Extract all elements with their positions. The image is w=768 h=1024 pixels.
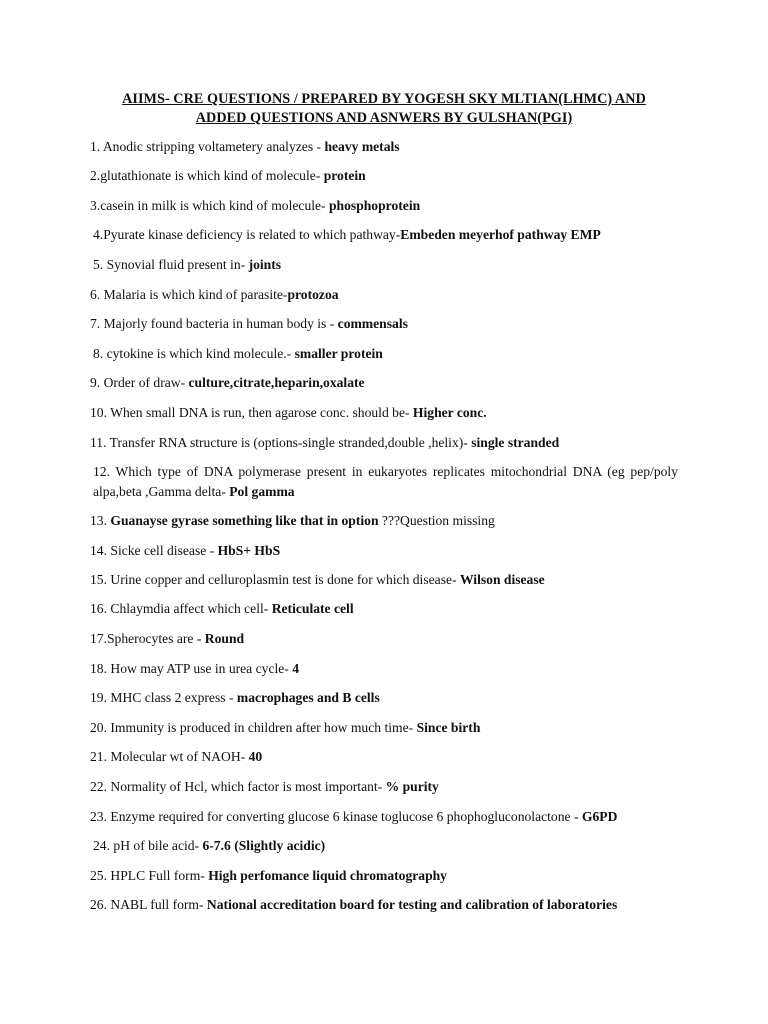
question-text: 26. NABL full form- (90, 897, 207, 912)
question-23 (90, 807, 678, 827)
answer-text: single stranded (471, 435, 560, 450)
question-text: 7. Majorly found bacteria in human body is - (90, 316, 338, 331)
answer-text: National accreditation board for testing and calibration of laboratories (206, 897, 618, 912)
question-1 (90, 137, 678, 157)
question-6 (90, 285, 678, 305)
question-text: 19. MHC class 2 express - (90, 690, 237, 705)
question-7 (90, 314, 678, 334)
question-4 (93, 225, 681, 245)
answer-text: Since birth (416, 720, 481, 735)
question-text: 23. Enzyme required for converting glucose 6 kinase toglucose 6 phophogluconolactone - (90, 809, 582, 824)
question-text: 3.casein in milk is which kind of molecule- (90, 198, 329, 213)
question-11 (90, 433, 678, 453)
question-8 (93, 344, 681, 364)
question-text: 15. Urine copper and celluroplasmin test is done for which disease- (90, 572, 460, 587)
document-title (80, 90, 688, 128)
question-21 (90, 747, 678, 767)
answer-text: Round (204, 631, 245, 646)
question-text: 5. Synovial fluid present in- (93, 257, 249, 272)
question-text: ???Question missing (378, 513, 495, 528)
question-26 (90, 895, 678, 915)
title-line-2: ADDED QUESTIONS AND ASNWERS BY GULSHAN(PGI) (195, 110, 573, 126)
question-text: 8. cytokine is which kind molecule.- (93, 346, 295, 361)
question-number: 13. (90, 513, 111, 528)
answer-text: smaller protein (294, 346, 383, 361)
answer-text: protein (323, 168, 366, 183)
question-text: 20. Immunity is produced in children after how much time- (90, 720, 417, 735)
answer-text: Guanayse gyrase something like that in option (110, 513, 379, 528)
question-text: 6. Malaria is which kind of parasite- (90, 287, 288, 302)
question-text: 25. HPLC Full form- (90, 868, 209, 883)
question-24 (93, 836, 681, 856)
question-19 (90, 688, 678, 708)
question-text: 9. Order of draw- (90, 375, 189, 390)
question-text: 10. When small DNA is run, then agarose conc. should be- (90, 405, 413, 420)
question-text: 18. How may ATP use in urea cycle- (90, 661, 293, 676)
answer-text: culture,citrate,heparin,oxalate (188, 375, 365, 390)
answer-text: commensals (337, 316, 408, 331)
question-20 (90, 718, 678, 738)
answer-text: macrophages and B cells (236, 690, 380, 705)
answer-text: phosphoprotein (328, 198, 421, 213)
answer-text: High perfomance liquid chromatography (208, 868, 447, 883)
question-text: 12. Which type of DNA polymerase present in eukaryotes replicates mitochondrial DNA (eg pep/poly alpa,beta ,Gamma delta- (93, 464, 678, 499)
question-text: 21. Molecular wt of NAOH- (90, 749, 249, 764)
question-text: 1. Anodic stripping voltametery analyzes - (90, 139, 325, 154)
answer-text: heavy metals (324, 139, 400, 154)
answer-text: Reticulate cell (271, 601, 354, 616)
question-text: 22. Normality of Hcl, which factor is most important- (90, 779, 386, 794)
question-text: 16. Chlaymdia affect which cell- (90, 601, 272, 616)
answer-text: HbS+ HbS (217, 543, 281, 558)
question-15 (90, 570, 678, 590)
question-text: 4.Pyurate kinase deficiency is related to which pathway- (93, 227, 401, 242)
question-22 (90, 777, 678, 797)
question-3 (90, 196, 678, 216)
answer-text: protozoa (287, 287, 339, 302)
question-17 (90, 629, 678, 649)
question-25 (90, 866, 678, 886)
question-2 (90, 166, 678, 186)
answer-text: Wilson disease (459, 572, 545, 587)
answer-text: 40 (248, 749, 263, 764)
question-12 (90, 462, 678, 502)
question-13 (90, 511, 678, 531)
question-text: 11. Transfer RNA structure is (options-single stranded,double ,helix)- (90, 435, 472, 450)
answer-text: Embeden meyerhof pathway EMP (400, 227, 601, 242)
answer-text: 6-7.6 (Slightly acidic) (202, 838, 326, 853)
question-5 (93, 255, 681, 275)
question-10 (90, 403, 678, 423)
question-9 (90, 373, 678, 393)
question-text: 17.Spherocytes are - (90, 631, 205, 646)
question-14 (90, 541, 678, 561)
answer-text: 4 (292, 661, 300, 676)
answer-text: % purity (385, 779, 439, 794)
answer-text: Pol gamma (229, 484, 295, 499)
question-text: 14. Sicke cell disease - (90, 543, 218, 558)
answer-text: Higher conc. (412, 405, 487, 420)
answer-text: G6PD (581, 809, 618, 824)
question-text: 24. pH of bile acid- (93, 838, 203, 853)
answer-text: joints (248, 257, 282, 272)
title-line-1: AIIMS- CRE QUESTIONS / PREPARED BY YOGESH SKY MLTIAN(LHMC) AND (122, 91, 646, 107)
question-16 (90, 599, 678, 619)
question-text: 2.glutathionate is which kind of molecule- (90, 168, 324, 183)
question-18 (90, 659, 678, 679)
